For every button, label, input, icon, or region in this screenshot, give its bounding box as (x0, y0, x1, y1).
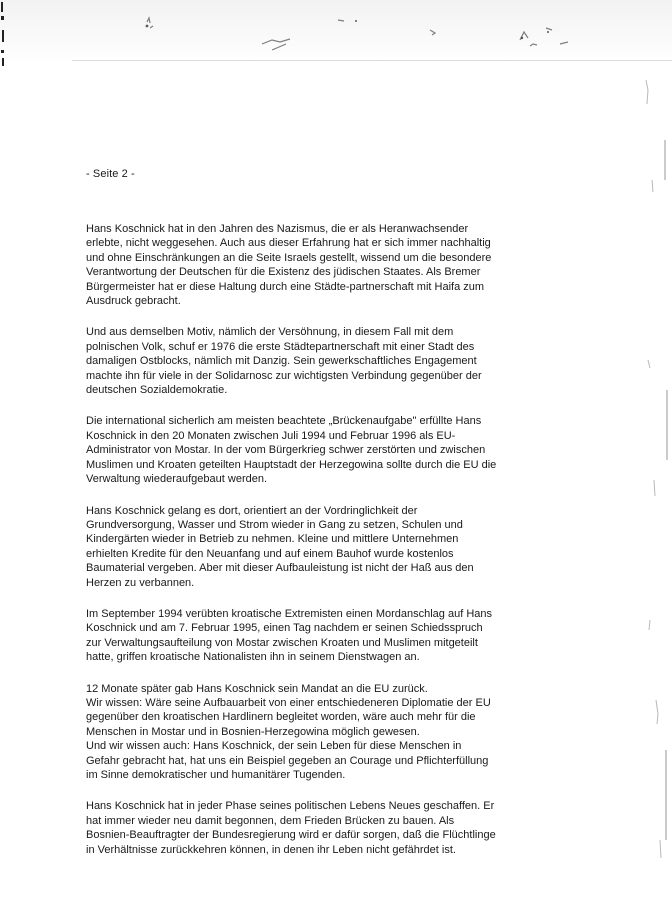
text-line: Und aus demselben Motiv, nämlich der Versöhnung, in diesem Fall mit dem (86, 326, 454, 339)
text-line: damaligen Ostblocks, nämlich mit Danzig. Sein gewerkschaftliches Engagement (86, 355, 477, 368)
text-line: Verwaltung wiederaufgebaut werden. (86, 473, 268, 486)
text-line: Und wir wissen auch: Hans Koschnick, der sein Leben für diese Menschen in (86, 740, 462, 753)
text-line: Koschnick und am 7. Februar 1995, einen Tag nachdem er seinen Schiedsspruch (86, 622, 483, 635)
text-line: polnischen Volk, schuf er 1976 die erste Städtepartnerschaft mit einer Stadt des (86, 340, 475, 353)
text-line: Herzen zu verbannen. (86, 576, 195, 589)
text-line: gegenüber den kroatischen Hardlinern begleitet worden, wäre auch mehr für die (86, 711, 476, 724)
letter-body (86, 222, 518, 874)
text-line: Im September 1994 verübten kroatische Extremisten einen Mordanschlag auf Hans (86, 607, 492, 620)
text-line: Verantwortung der Deutschen für die Existenz des jüdischen Staates. Als Bremer (86, 266, 481, 279)
text-line: Die international sicherlich am meisten beachtete „Brückenaufgabe" erfüllte Hans (86, 415, 482, 428)
text-line: Bürgermeister hat er diese Haltung durch eine Städte-partnerschaft mit Haifa zum (86, 280, 485, 293)
page-number: - Seite 2 - (86, 168, 135, 180)
scan-noise-marks (0, 0, 672, 64)
text-line: hat immer wieder neu damit begonnen, dem Frieden Brücken zu bauen. Als (86, 814, 455, 827)
text-line: Kindergärten wieder in Betrieb zu nehmen. Kleine und mittlere Unternehmen (86, 533, 459, 546)
text-line: Hans Koschnick hat in den Jahren des Nazismus, die er als Heranwachsender (86, 223, 469, 235)
scan-right-edge-artifact (612, 60, 672, 916)
text-line: hatte, griffen kroatische Nationalisten ihn in seinem Dienstwagen an. (86, 651, 420, 664)
text-line: erlebte, nicht weggesehen. Auch aus dieser Erfahrung hat er sich immer nachhaltig (86, 237, 491, 250)
text-line: machte ihn für viele in der Solidarnosc zur wichtigsten Verbindung gegenüber der (86, 369, 482, 382)
text-line: Koschnick in den 20 Monaten zwischen Juli 1994 und Februar 1996 als EU- (86, 429, 456, 442)
scan-header-artifact (0, 0, 672, 64)
text-line: und ohne Einschränkungen an die Seite Israels gestellt, wissend um die besondere (86, 251, 492, 264)
text-line: in Verhältnisse zurückkehren können, in denen ihr Leben nicht gefährdet ist. (86, 843, 456, 856)
text-line: erhielten Kredite für den Neuanfang und auf einem Bauhof wurde kostenlos (86, 547, 454, 560)
text-line: Wir wissen: Wäre seine Aufbauarbeit von einer entschiedeneren Diplomatie der EU (86, 696, 491, 709)
paragraph-1 (86, 222, 518, 308)
text-line: Administrator von Mostar. In der vom Bürgerkrieg schwer zerstörten und zwischen (86, 444, 486, 457)
paragraph-2 (86, 325, 518, 397)
text-line: Ausdruck gebracht. (86, 295, 181, 308)
text-line: Baumaterial vergeben. Aber mit dieser Aufbauleistung ist nicht der Haß aus den (86, 562, 474, 575)
scan-left-edge-artifact (0, 0, 14, 80)
text-line: Hans Koschnick gelang es dort, orientiert an der Vordringlichkeit der (86, 504, 418, 517)
paragraph-7 (86, 799, 518, 857)
paragraph-3 (86, 414, 518, 486)
text-line: Menschen in Mostar und in Bosnien-Herzegowina möglich gewesen. (86, 725, 420, 738)
text-line: deutschen Sozialdemokratie. (86, 384, 228, 397)
text-line: Hans Koschnick hat in jeder Phase seines politischen Lebens Neues geschaffen. Er (86, 800, 495, 813)
text-line: im Sinne demokratischer und humanitärer Tugenden. (86, 769, 346, 781)
text-line: Grundversorgung, Wasser und Strom wieder in Gang zu setzen, Schulen und (86, 518, 463, 531)
paragraph-6 (86, 682, 518, 783)
text-line: Muslimen und Kroaten geteilten Hauptstadt der Herzegowina sollte durch die EU die (86, 458, 497, 471)
text-line: Gefahr gebracht hat, hat uns ein Beispiel gegeben an Courage und Pflichterfüllung (86, 754, 489, 767)
paragraph-5 (86, 607, 518, 665)
text-line: 12 Monate später gab Hans Koschnick sein Mandat an die EU zurück. (86, 682, 428, 695)
paragraph-4 (86, 504, 518, 590)
text-line: zur Verwaltungsaufteilung von Mostar zwischen Kroaten und Muslimen mitgeteilt (86, 636, 478, 649)
text-line: Bosnien-Beauftragter der Bundesregierung wird er dafür sorgen, daß die Flüchtlinge (86, 829, 496, 842)
